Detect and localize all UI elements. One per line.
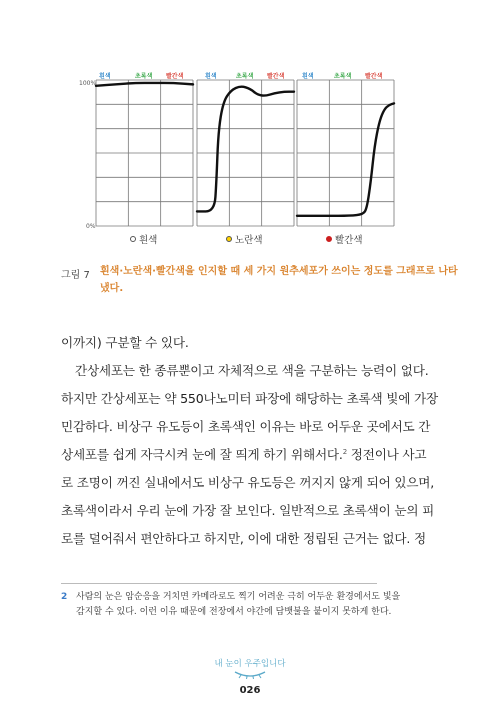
white-dot-icon	[130, 236, 136, 242]
footnote-rule	[61, 583, 377, 584]
body-line-6: 로 조명이 꺼진 실내에서도 비상구 유도등은 꺼지지 않게 되어 있으며,	[61, 475, 435, 490]
legend-item-yellow	[226, 232, 263, 246]
footnote-line-2: 감지할 수 있다. 이런 이유 때문에 전장에서 야간에 담뱃불을 붙이지 못하게 한다.	[76, 607, 392, 617]
chart-svg	[0, 0, 500, 260]
y-tick-100: 100%	[79, 80, 97, 87]
body-line-8: 로를 덜어줘서 편안하다고 하지만, 이에 대한 정립된 근거는 없다. 정	[61, 531, 426, 546]
page-number: 026	[239, 685, 261, 696]
closed-eye-icon	[232, 671, 268, 679]
panel2-header-green: 초록색	[236, 73, 254, 80]
panel2-header-red: 빨간색	[267, 73, 285, 80]
legend-label-yellow: 노란색	[235, 235, 263, 246]
caption-line-2: 냈다.	[100, 283, 124, 294]
panel3-header-white: 흰색	[302, 73, 314, 80]
caption-label: 그림 7	[61, 270, 90, 281]
red-dot-icon	[326, 236, 332, 242]
legend-label-white: 흰색	[139, 235, 158, 246]
legend-item-white	[130, 232, 157, 246]
legend-item-red	[326, 232, 363, 246]
yellow-dot-icon	[226, 236, 232, 242]
panel3-header-red: 빨간색	[365, 73, 383, 80]
footnote-ref[interactable]: 2	[342, 447, 347, 456]
body-line-5a: 상세포를 쉽게 자극시켜 눈에 잘 띄게 하기 위해서다.	[61, 447, 343, 462]
legend-label-red: 빨간색	[335, 235, 363, 246]
panel1-header-red: 빨간색	[166, 73, 184, 80]
series-line-1	[96, 83, 193, 86]
series-line-2	[197, 87, 294, 212]
footnote-number: 2	[61, 592, 68, 602]
chart-panel-3	[297, 80, 394, 226]
body-line-1: 이까지) 구분할 수 있다.	[61, 335, 189, 350]
body-line-4: 민감하다. 비상구 유도등이 초록색인 이유는 바로 어두운 곳에서도 간	[61, 419, 431, 434]
footnote-line-1: 사람의 눈은 암순응을 거치면 카메라로도 찍기 어려운 극히 어두운 환경에서도 빛을	[76, 592, 401, 602]
body-line-5b: 정전이나 사고	[346, 447, 427, 462]
body-line-2: 간상세포는 한 종류뿐이고 자체적으로 색을 구분하는 능력이 없다.	[75, 363, 429, 378]
panel1-header-white: 흰색	[99, 73, 111, 80]
body-line-3: 하지만 간상세포는 약 550나노미터 파장에 해당하는 초록색 빛에 가장	[61, 391, 438, 406]
series-line-3	[297, 103, 394, 215]
chart-panel-2	[197, 80, 294, 226]
panel2-header-white: 흰색	[205, 73, 217, 80]
caption-line-1: 흰색·노란색·빨간색을 인지할 때 세 가지 원추세포가 쓰이는 정도를 그래프로 나타	[100, 266, 458, 277]
panel3-header-green: 초록색	[334, 73, 352, 80]
running-title: 내 눈이 우주입니다	[214, 659, 286, 669]
y-tick-0: 0%	[86, 223, 96, 230]
body-line-5	[61, 444, 426, 463]
panel1-header-green: 초록색	[135, 73, 153, 80]
body-line-7: 초록색이라서 우리 눈에 가장 잘 보인다. 일반적으로 초록색이 눈의 피	[61, 503, 435, 518]
chart-panel-1	[96, 80, 193, 226]
